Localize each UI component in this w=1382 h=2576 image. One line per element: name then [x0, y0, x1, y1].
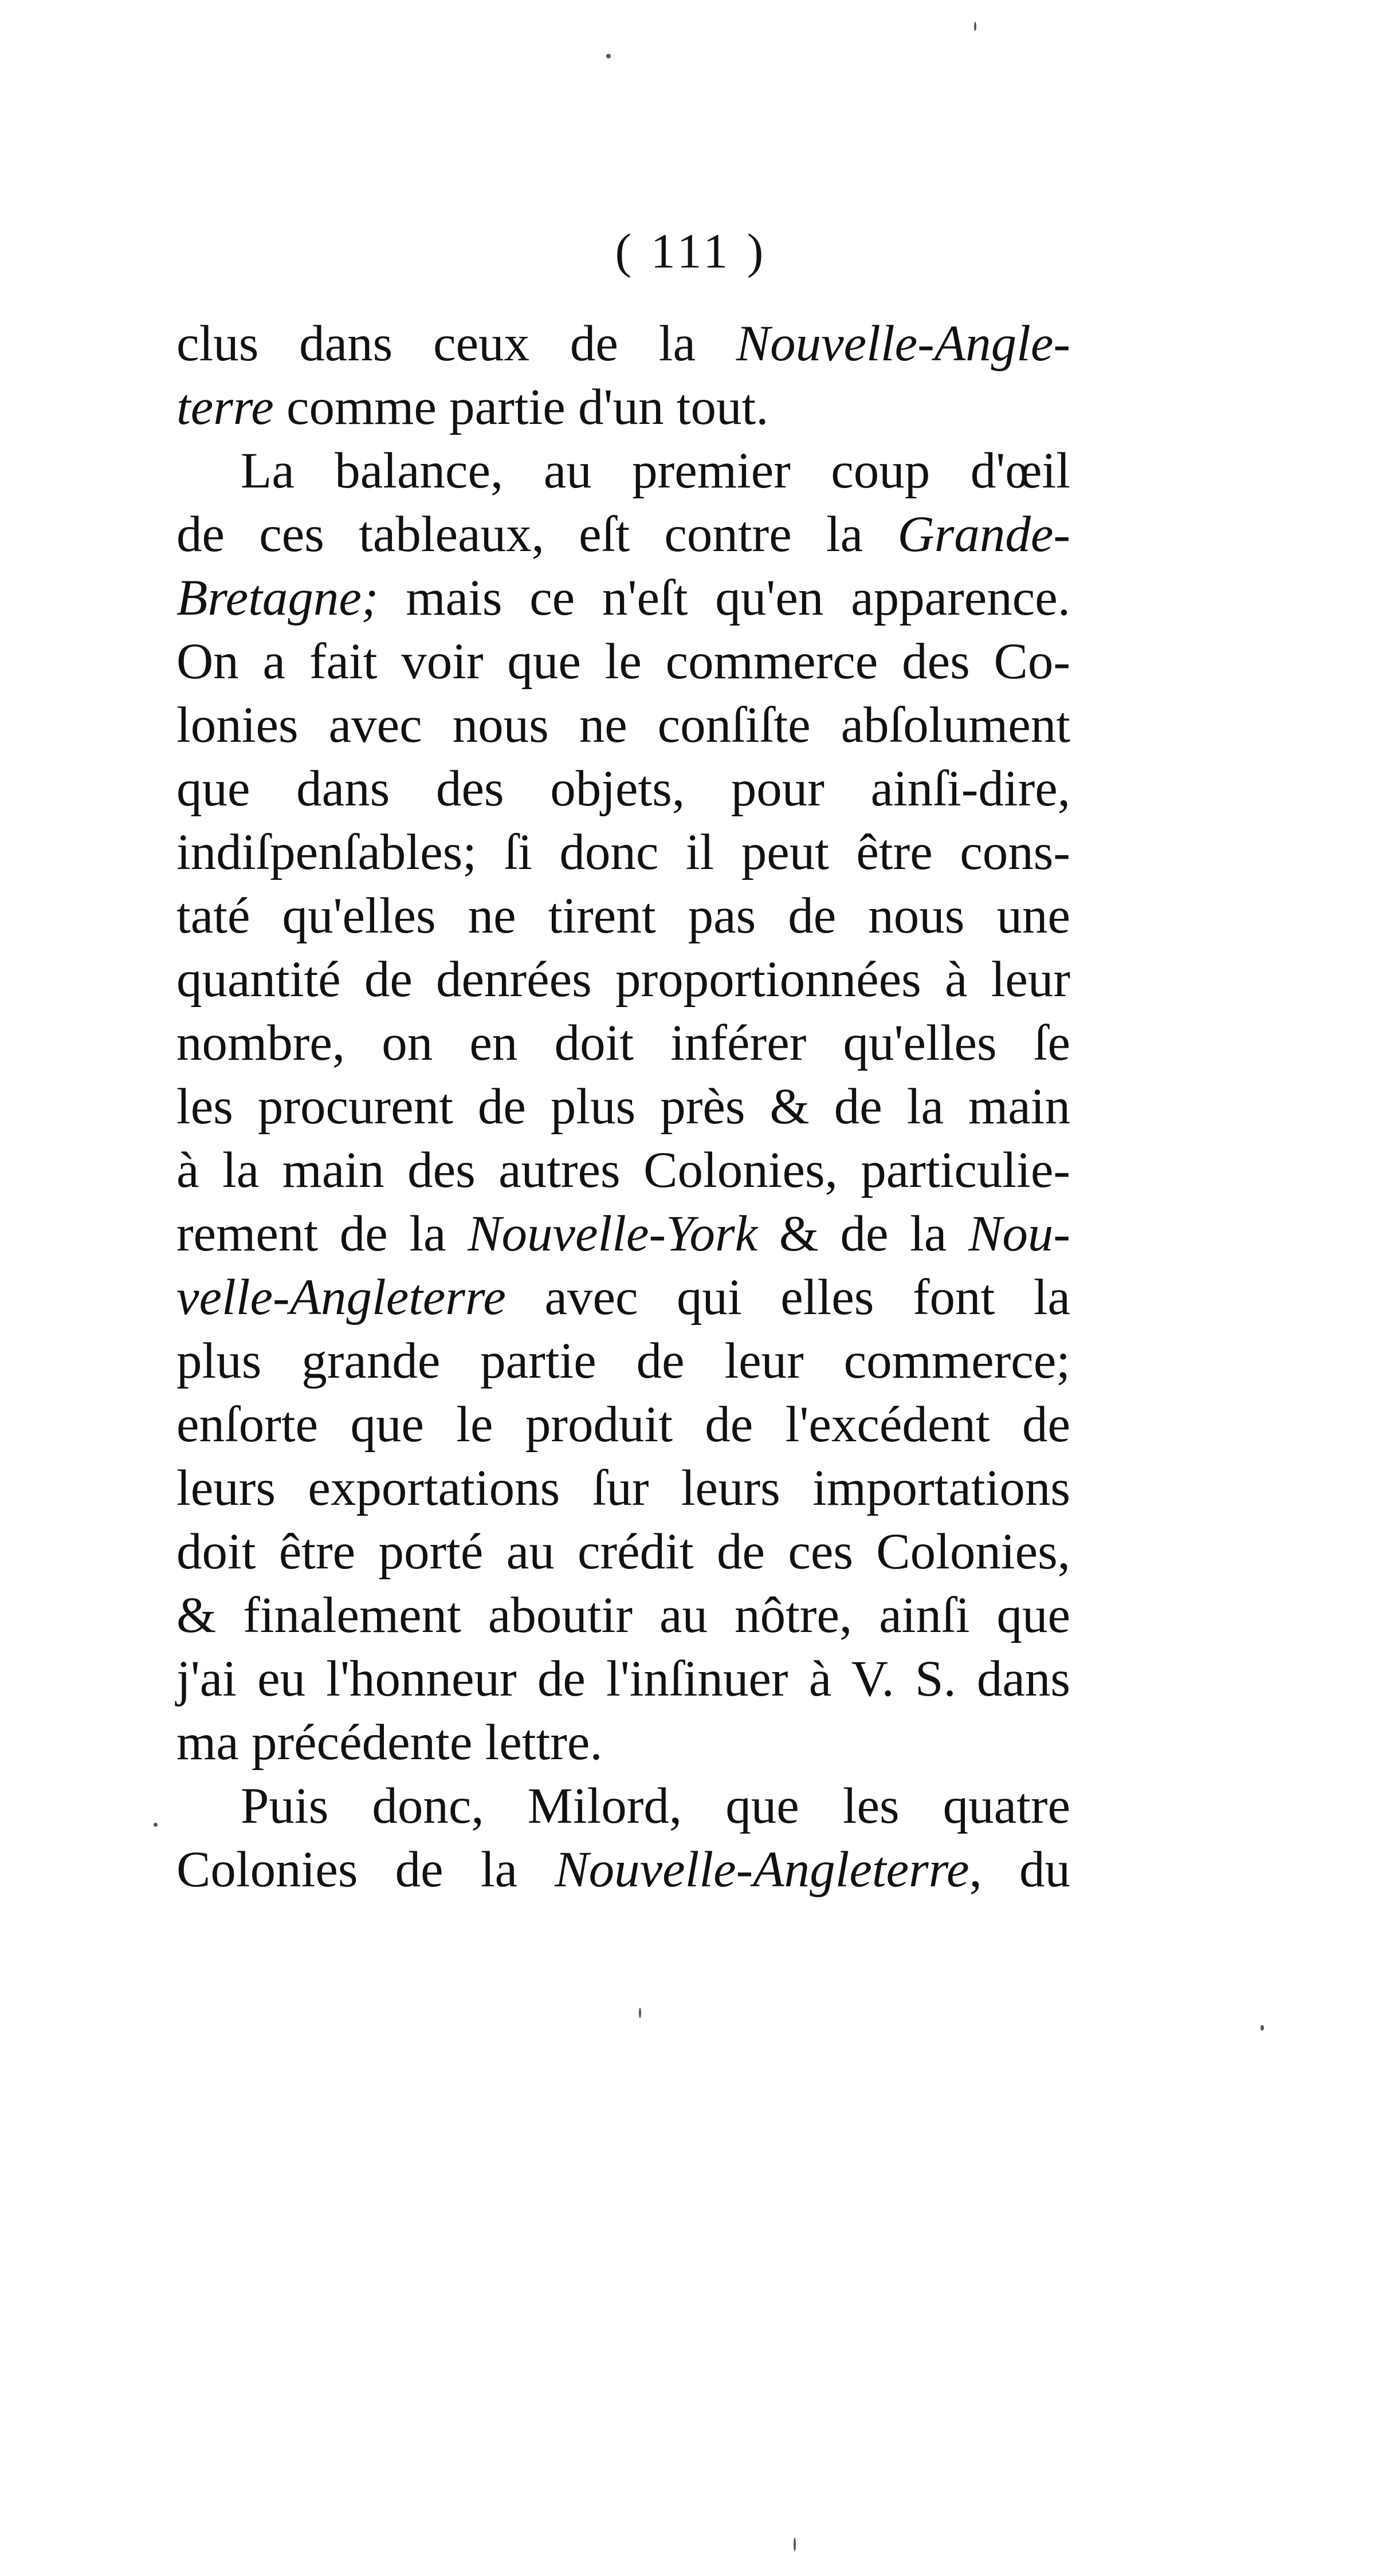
- text-line: [176, 1330, 1070, 1393]
- italic-text: Bretagne;: [176, 570, 379, 626]
- text-segment: , du: [969, 1842, 1071, 1898]
- speck: [794, 2538, 796, 2551]
- text-segment: mais ce n'eſt qu'en apparence.: [378, 570, 1070, 626]
- text-segment: j'ai eu l'honneur de l'inſinuer à V. S. dans: [176, 1651, 1070, 1707]
- text-line: [176, 1266, 1070, 1330]
- text-segment: La balance, au premier coup d'œil: [241, 443, 1070, 499]
- text-segment: doit être porté au crédit de ces Colonies,: [176, 1524, 1070, 1580]
- page-number: ( 111 ): [615, 223, 767, 278]
- text-line: [176, 1075, 1070, 1139]
- text-line: [176, 1012, 1070, 1075]
- italic-text: Nouvelle-Angle-: [736, 316, 1070, 372]
- speck: [1261, 2025, 1264, 2031]
- text-segment: nombre, on en doit inférer qu'elles ſe: [176, 1015, 1070, 1071]
- text-line: [176, 1520, 1070, 1584]
- text-segment: & de la: [757, 1206, 968, 1262]
- text-line: [176, 1457, 1070, 1520]
- text-line: [176, 1838, 1070, 1902]
- text-line: [176, 1711, 1070, 1775]
- text-line: [176, 821, 1070, 884]
- italic-text: Nouvelle-Angleterre: [555, 1842, 969, 1898]
- text-line: [176, 1775, 1070, 1838]
- text-segment: rement de la: [176, 1206, 468, 1262]
- italic-text: velle-Angleterre: [176, 1269, 506, 1326]
- italic-text: Nouvelle-York: [468, 1206, 758, 1262]
- text-line: [176, 1584, 1070, 1647]
- text-segment: que dans des objets, pour ainſi-dire,: [176, 761, 1070, 817]
- speck: [974, 22, 976, 31]
- text-line: [176, 1139, 1070, 1202]
- text-line: [176, 439, 1070, 503]
- text-line: [176, 757, 1070, 821]
- text-segment: Puis donc, Milord, que les quatre: [241, 1778, 1070, 1834]
- italic-text: Grande-: [897, 506, 1070, 563]
- text-segment: à la main des autres Colonies, particulie-: [176, 1142, 1070, 1198]
- speck: [154, 1823, 158, 1827]
- text-line: [176, 1647, 1070, 1711]
- text-line: [176, 1202, 1070, 1266]
- speck: [639, 2008, 641, 2018]
- text-segment: avec qui elles font la: [505, 1269, 1070, 1326]
- text-segment: enſorte que le produit de l'excédent de: [176, 1397, 1070, 1453]
- text-segment: ma précédente lettre.: [176, 1714, 603, 1771]
- text-line: [176, 694, 1070, 757]
- text-segment: quantité de denrées proportionnées à leur: [176, 951, 1070, 1008]
- text-segment: Colonies de la: [176, 1842, 555, 1898]
- text-line: [176, 630, 1070, 694]
- italic-text: Nou-: [968, 1206, 1070, 1262]
- text-segment: On a fait voir que le commerce des Co-: [176, 634, 1070, 690]
- speck: [606, 54, 611, 58]
- text-line: [176, 884, 1070, 948]
- body-text: [176, 312, 1070, 1902]
- text-segment: les procurent de plus près & de la main: [176, 1079, 1070, 1135]
- text-segment: taté qu'elles ne tirent pas de nous une: [176, 888, 1070, 944]
- text-line: [176, 567, 1070, 630]
- text-line: [176, 376, 1070, 439]
- text-segment: lonies avec nous ne conſiſte abſolument: [176, 697, 1070, 753]
- text-segment: indiſpenſables; ſi donc il peut être cons-: [176, 824, 1070, 880]
- text-segment: comme partie d'un tout.: [273, 379, 769, 435]
- text-line: [176, 312, 1070, 376]
- text-line: [176, 503, 1070, 567]
- text-line: [176, 948, 1070, 1012]
- text-segment: & finalement aboutir au nôtre, ainſi que: [176, 1587, 1070, 1643]
- italic-text: terre: [176, 379, 274, 435]
- text-segment: clus dans ceux de la: [176, 316, 736, 372]
- text-line: [176, 1393, 1070, 1457]
- text-segment: de ces tableaux, eſt contre la: [176, 506, 898, 563]
- text-segment: leurs exportations ſur leurs importations: [176, 1460, 1070, 1516]
- text-segment: plus grande partie de leur commerce;: [176, 1333, 1070, 1389]
